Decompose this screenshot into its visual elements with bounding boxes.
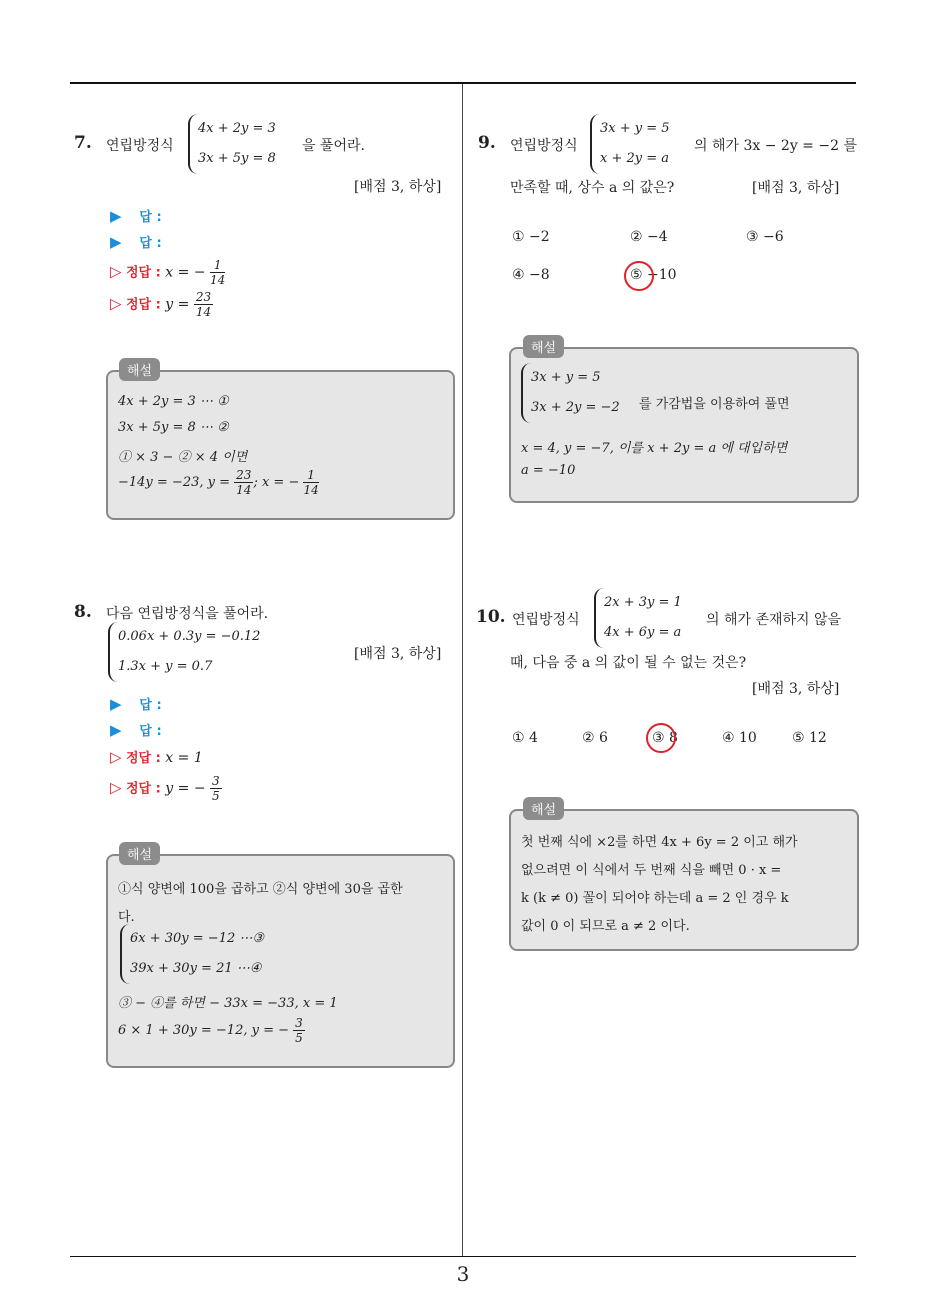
correct-answer-1: ▷ 정답 : x = 1	[110, 748, 203, 766]
question-prompt-line2: 만족할 때, 상수 a 의 값은?	[510, 180, 675, 196]
choice-2[interactable]: ② 6	[582, 730, 608, 746]
equation-system	[188, 114, 276, 174]
correct-answer-1: ▷ 정답 : x = − $\frac{1}{14}$	[110, 258, 226, 287]
selected-answer-circle-icon	[646, 723, 676, 753]
fraction: $\frac{1}{14}$	[210, 258, 226, 287]
equation-2: 3x + 5y = 8	[198, 151, 276, 166]
choice-4[interactable]: ④ 10	[722, 730, 757, 746]
choice-5[interactable]: ⑤ −10	[630, 267, 677, 283]
question-prompt-suffix: 의 해가 존재하지 않을	[706, 612, 842, 628]
bottom-rule	[70, 1256, 856, 1257]
question-prompt: 연립방정식	[510, 138, 578, 154]
outline-triangle-icon: ▷	[110, 294, 122, 313]
answer-blank-2[interactable]: ▶ 답 :	[110, 233, 162, 251]
question-prompt: 연립방정식	[512, 612, 580, 628]
question-prompt-line2: 때, 다음 중 a 의 값이 될 수 없는 것은?	[510, 655, 747, 671]
equation-1: 3x + y = 5	[600, 121, 670, 136]
outline-triangle-icon: ▷	[110, 262, 122, 281]
difficulty-label: [배점 3, 하상]	[354, 179, 442, 195]
equation-system	[594, 588, 682, 648]
solution-tag: 해설	[119, 842, 160, 865]
equation-1: 4x + 2y = 3	[198, 121, 276, 136]
equation-1: 2x + 3y = 1	[604, 595, 682, 610]
triangle-icon: ▶	[110, 721, 122, 739]
correct-answer-2: ▷ 정답 : y = − $\frac{3}{5}$	[110, 774, 220, 803]
difficulty-label: [배점 3, 하상]	[752, 180, 840, 196]
question-prompt: 다음 연립방정식을 풀어라.	[106, 606, 269, 622]
question-prompt-suffix: 을 풀어라.	[302, 138, 365, 154]
outline-triangle-icon: ▷	[110, 778, 122, 797]
choice-1[interactable]: ① −2	[512, 229, 550, 245]
fraction: $\frac{23}{14}$	[195, 290, 212, 319]
correct-answer-2: ▷ 정답 : y = $\frac{23}{14}$	[110, 290, 212, 319]
question-number: 9.	[478, 133, 496, 153]
question-number: 10.	[476, 607, 506, 627]
choice-3[interactable]: ③ −6	[746, 229, 784, 245]
outline-triangle-icon: ▷	[110, 748, 122, 766]
selected-answer-circle-icon	[624, 261, 654, 291]
solution-tag: 해설	[523, 797, 564, 820]
equation-2: 4x + 6y = a	[604, 625, 682, 640]
top-rule	[70, 82, 856, 84]
choice-5[interactable]: ⑤ 12	[792, 730, 827, 746]
equation-2: x + 2y = a	[600, 151, 670, 166]
column-divider	[462, 84, 463, 1256]
question-prompt: 연립방정식	[106, 138, 174, 154]
equation-1: 0.06x + 0.3y = −0.12	[118, 629, 261, 644]
answer-blank-2[interactable]: ▶ 답 :	[110, 721, 162, 739]
difficulty-label: [배점 3, 하상]	[752, 681, 840, 697]
equation-system	[590, 114, 670, 174]
solution-box: 4x + 2y = 3 ⋯ ① 3x + 5y = 8 ⋯ ② ① × 3 − ② × 4 이면 −14y = −23, y = $\frac{23}{14}$ ; x = − $\frac{1}{14}$	[106, 370, 455, 520]
solution-tag: 해설	[523, 335, 564, 358]
fraction: $\frac{3}{5}$	[212, 774, 220, 803]
question-number: 7.	[74, 133, 92, 153]
answer-blank-1[interactable]: ▶ 답 :	[110, 207, 162, 225]
solution-tag: 해설	[119, 358, 160, 381]
solution-box: 3x + y = 5 3x + 2y = −2 를 가감법을 이용하여 풀면 x = 4, y = −7, 이를 x + 2y = a 에 대입하면 a = −10	[509, 347, 859, 503]
choice-1[interactable]: ① 4	[512, 730, 538, 746]
solution-box: 첫 번째 식에 ×2를 하면 4x + 6y = 2 이고 해가 없으려면 이 식에서 두 번째 식을 빼면 0 · x = k (k ≠ 0) 꼴이 되어야 하는데 a = 2 인 경우 k 값이 0 이 되므로 a ≠ 2 이다.	[509, 809, 859, 951]
triangle-icon: ▶	[110, 207, 122, 225]
choice-2[interactable]: ② −4	[630, 229, 668, 245]
question-prompt-suffix: 의 해가 3x − 2y = −2 를	[694, 138, 857, 154]
question-number: 8.	[74, 602, 92, 622]
triangle-icon: ▶	[110, 695, 122, 713]
equation-2: 1.3x + y = 0.7	[118, 659, 213, 674]
triangle-icon: ▶	[110, 233, 122, 251]
choice-4[interactable]: ④ −8	[512, 267, 550, 283]
solution-box: ①식 양변에 100을 곱하고 ②식 양변에 30을 곱한 다. 6x + 30y = −12 ⋯③ 39x + 30y = 21 ⋯④ ③ − ④를 하면 − 33x = −33, x = 1 6 × 1 + 30y = −12, y = − $\frac{3}{5}$	[106, 854, 455, 1068]
equation-system	[108, 622, 260, 682]
difficulty-label: [배점 3, 하상]	[354, 646, 442, 662]
choice-3[interactable]: ③ 8	[652, 730, 678, 746]
answer-blank-1[interactable]: ▶ 답 :	[110, 695, 162, 713]
page-number: 3	[456, 1262, 470, 1286]
